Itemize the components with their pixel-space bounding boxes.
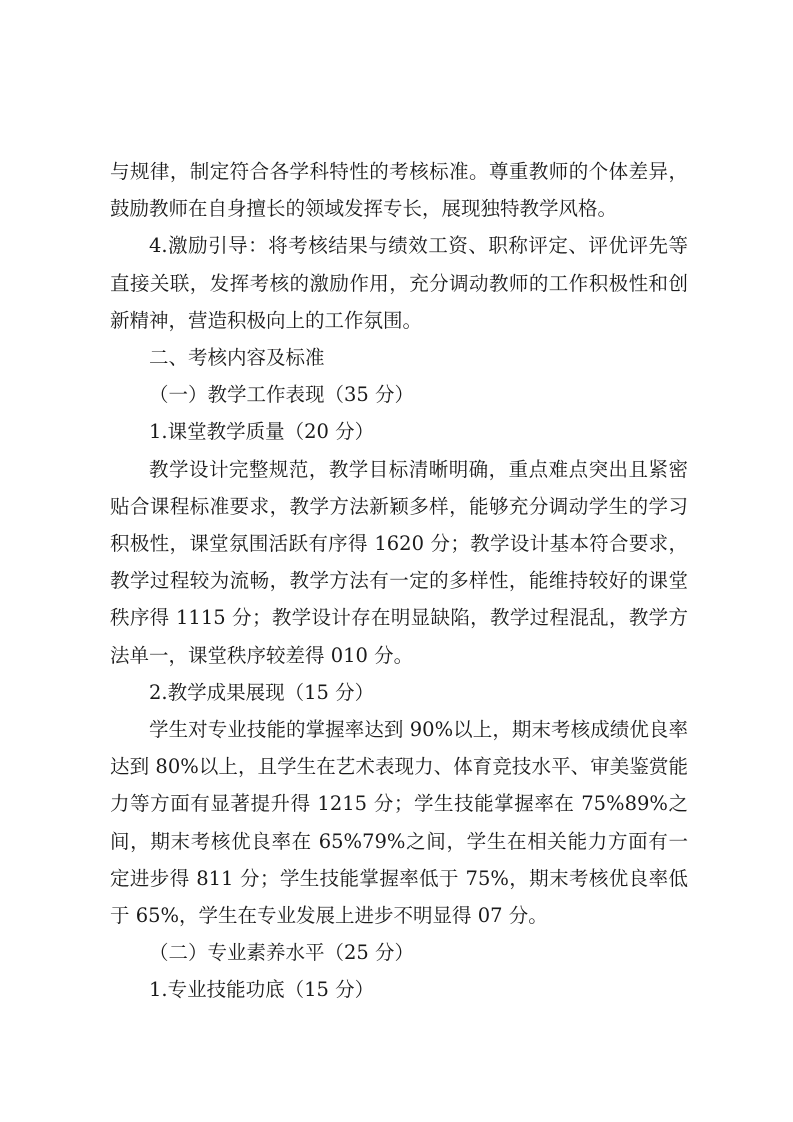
item-heading: 1.课堂教学质量（20 分） (149, 420, 375, 444)
item-heading: 2.教学成果展现（15 分） (149, 680, 375, 704)
body-paragraph: 教学设计完整规范，教学目标清晰明确，重点难点突出且紧密贴合课程标准要求，教学方法新颖多样，能够充分调动学生的学习积极性，课堂氛围活跃有序得 1620 分；教学设计基本符合要求，教学过程较为流畅，教学方法有一定的多样性，能维持较好的课堂秩序得 1115 分；教学设计存在明显缺陷，教学过程混乱，教学方法单一，课堂秩序较差得 010 分。 (110, 457, 688, 667)
document-body (110, 153, 688, 1009)
item-heading: 1.专业技能功底（15 分） (149, 978, 375, 1002)
subsection-heading: （二）专业素养水平（25 分） (149, 941, 415, 965)
body-paragraph: 学生对专业技能的掌握率达到 90%以上，期末考核成绩优良率达到 80%以上，且学生在艺术表现力、体育竞技水平、审美鉴赏能力等方面有显著提升得 1215 分；学生技能掌握率在 75%89%之间，期末考核优良率在 65%79%之间，学生在相关能力方面有一定进步得 811 分；学生技能掌握率低于 75%，期末考核优良率低于 65%，学生在专业发展上进步不明显得 07 分。 (110, 718, 688, 928)
body-paragraph: 4.激励引导：将考核结果与绩效工资、职称评定、评优评先等直接关联，发挥考核的激励作用，充分调动教师的工作积极性和创新精神，营造积极向上的工作氛围。 (110, 234, 688, 332)
section-heading: 二、考核内容及标准 (149, 346, 325, 370)
body-paragraph: 与规律，制定符合各学科特性的考核标准。尊重教师的个体差异，鼓励教师在自身擅长的领域发挥专长，展现独特教学风格。 (110, 160, 688, 221)
subsection-heading: （一）教学工作表现（35 分） (149, 383, 415, 407)
